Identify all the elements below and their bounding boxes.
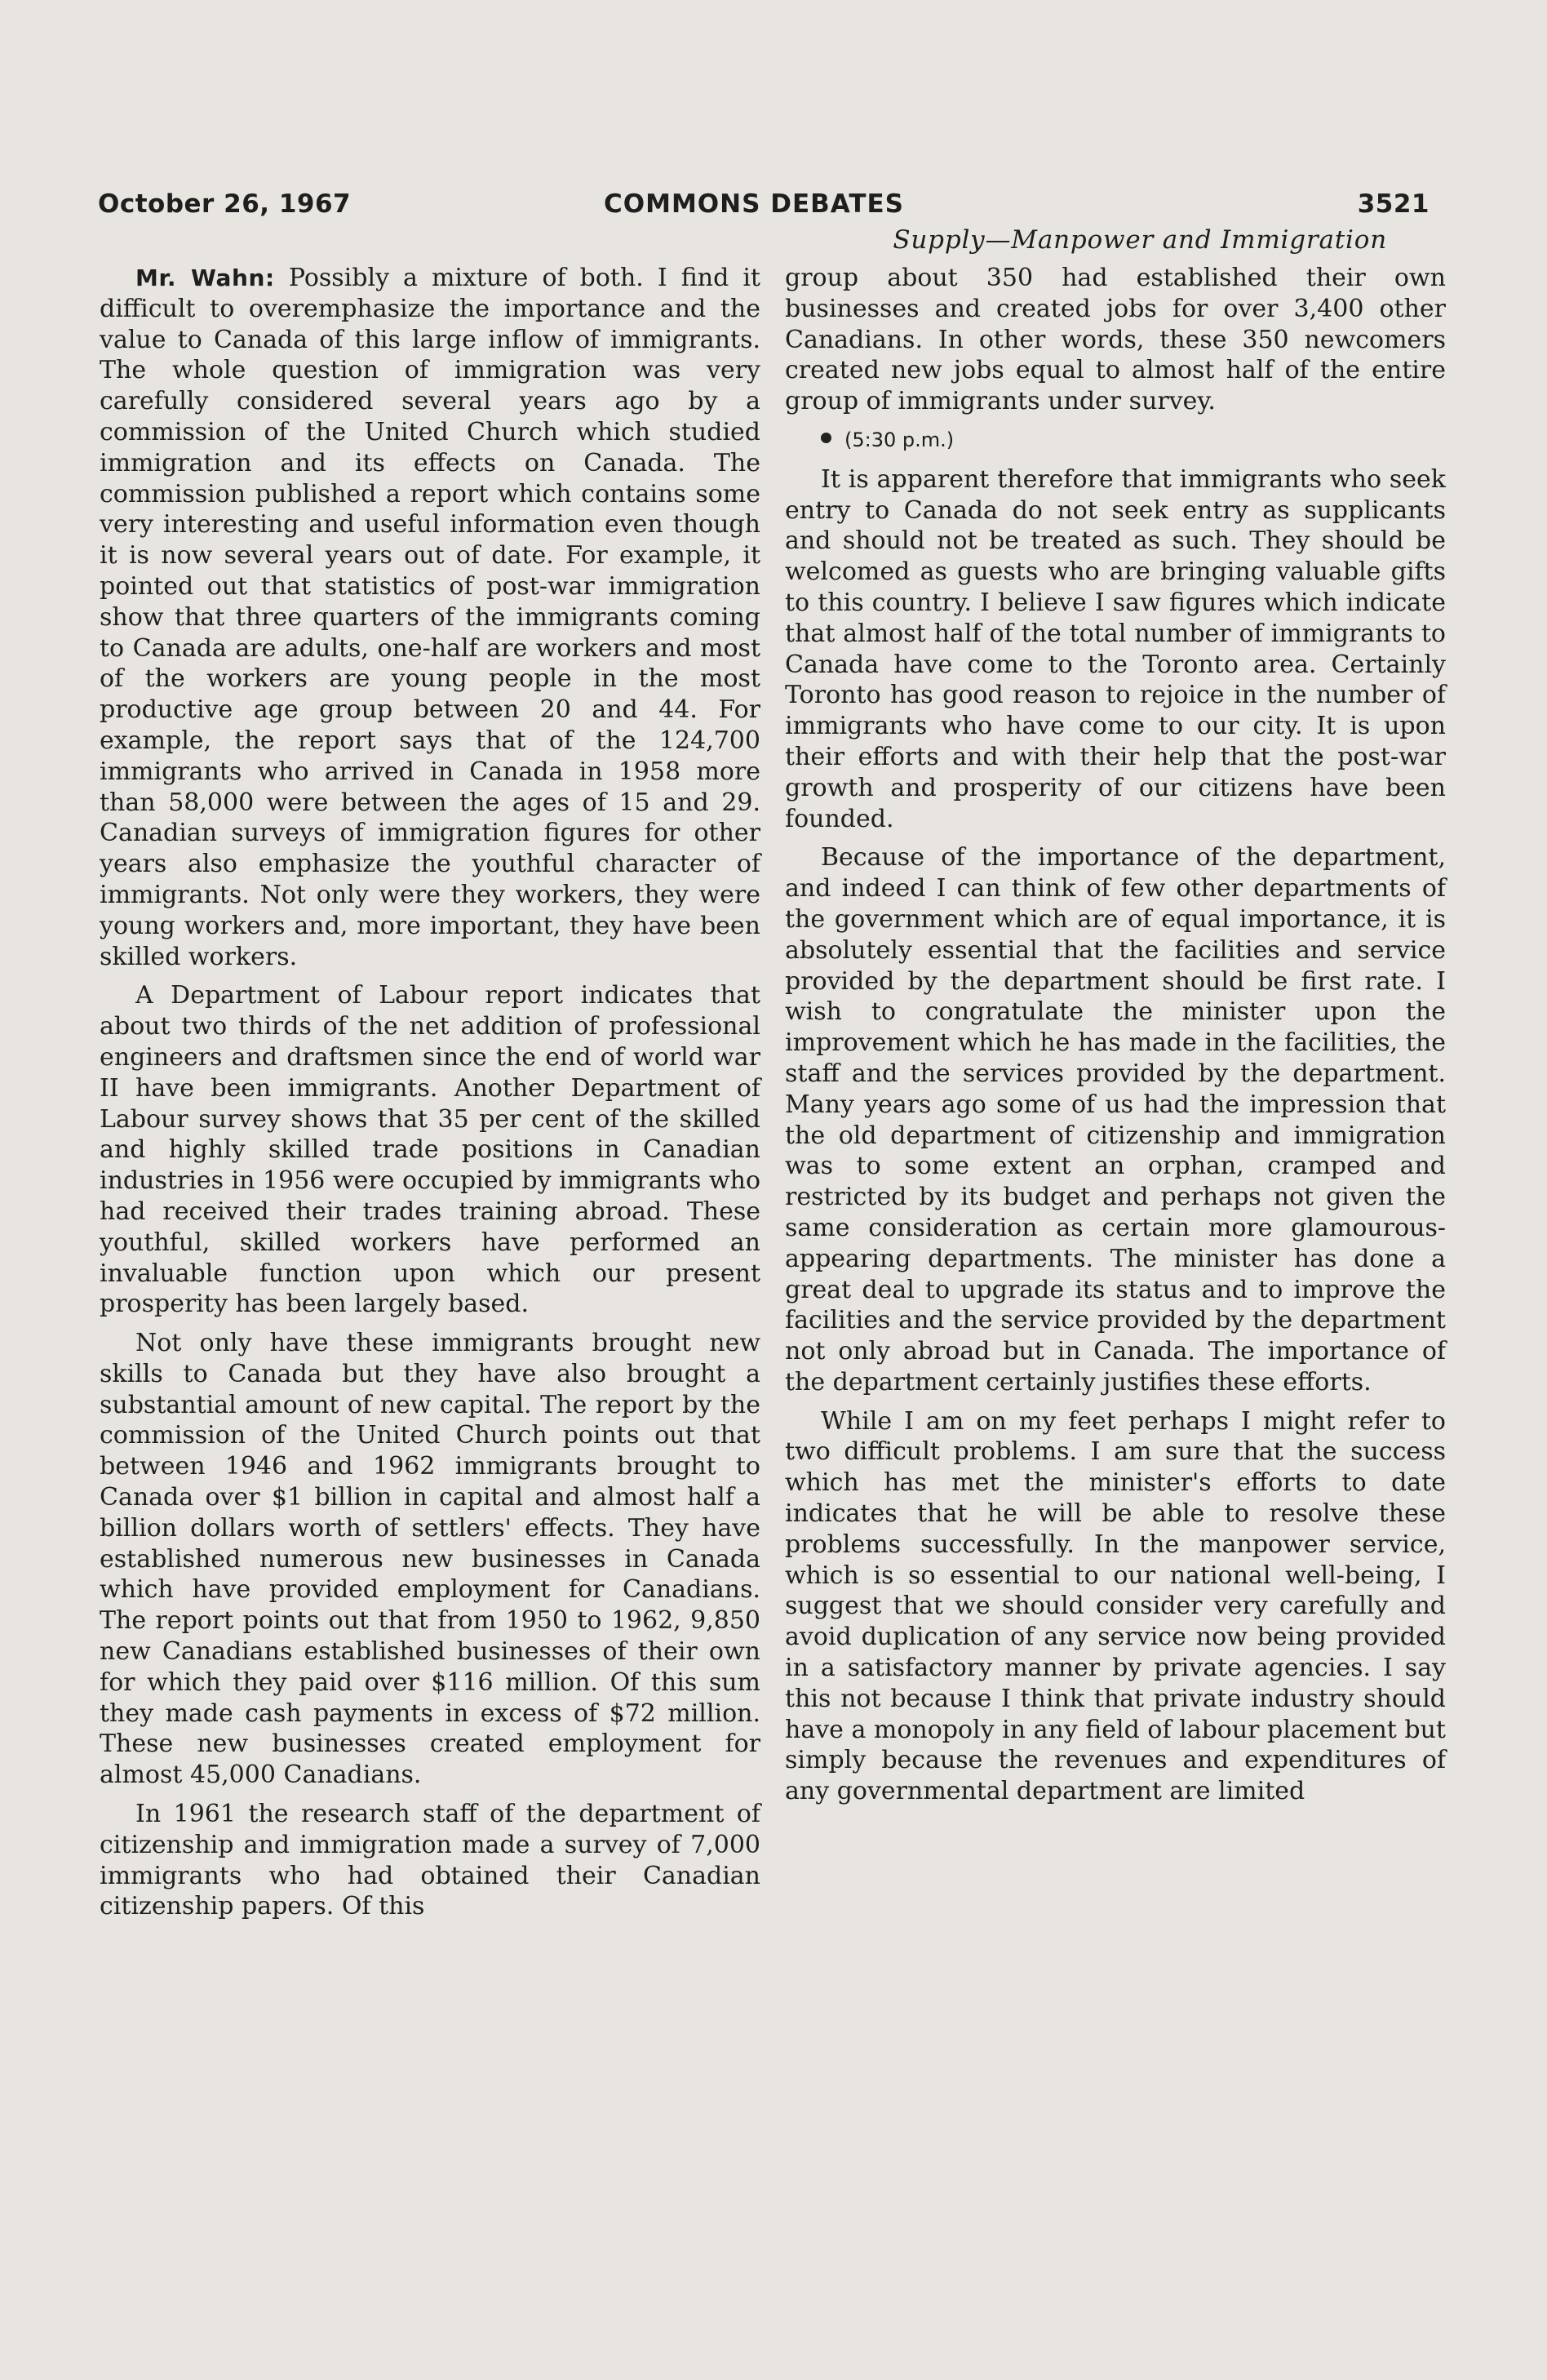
header-page-number: 3521 [1357, 189, 1430, 219]
paragraph: While I am on my feet perhaps I might refer to two difficult problems. I am sure that the success which has met the minister's efforts to date indicates that he will be able to resolve these problems successfully. In the manpower service, which is so essential to our national well-being, I suggest that we should consider very carefully and avoid duplication of any service now being provided in a satisfactory manner by private agencies. I say this not because I think that private industry should have a monopoly in any field of labour placement but simply because the revenues and expenditures of any governmental department are limited [785, 1406, 1446, 1806]
speaker-name: Mr. Wahn: [135, 264, 275, 291]
paragraph: group about 350 had established their own businesses and created jobs for over 3,400 other Canadians. In other words, these 350 newcomers created new jobs equal to almost half of the entire group of immigrants under survey. [785, 264, 1446, 416]
header-title: COMMONS DEBATES [604, 189, 904, 219]
left-column [100, 263, 760, 1930]
header-date: October 26, 1967 [98, 189, 352, 219]
bullet-icon [821, 433, 831, 443]
paragraph [100, 263, 760, 972]
timestamp [785, 425, 1446, 456]
right-column [785, 263, 1446, 1815]
paragraph: Not only have these immigrants brought new skills to Canada but they have also brought a substantial amount of new capital. The report by the commission of the United Church points out that between 1946 and 1962 immigrants brought to Canada over $1 billion in capital and almost half a billion dollars worth of settlers' effects. They have established numerous new businesses in Canada which have provided employment for Canadians. The report points out that from 1950 to 1962, 9,850 new Canadians established businesses of their own for which they paid over $116 million. Of this sum they made cash payments in excess of $72 million. These new businesses created employment for almost 45,000 Canadians. [100, 1329, 760, 1790]
paragraph: It is apparent therefore that immigrants who seek entry to Canada do not seek entry as supplicants and should not be treated as such. They should be welcomed as guests who are bringing valuable gifts to this country. I believe I saw figures which indicate that almost half of the total number of immigrants to Canada have come to the Toronto area. Certainly Toronto has good reason to rejoice in the number of immigrants who have come to our city. It is upon their efforts and with their help that the post-war growth and prosperity of our citizens have been founded. [785, 464, 1446, 833]
paragraph: Because of the importance of the department, and indeed I can think of few other departments of the government which are of equal importance, it is absolutely essential that the facilities and service provided by the department should be first rate. I wish to congratulate the minister upon the improvement which he has made in the facilities, the staff and the services provided by the department. Many years ago some of us had the impression that the old department of citizenship and immigration was to some extent an orphan, cramped and restricted by its budget and perhaps not given the same consideration as certain more glamourous-appearing departments. The minister has done a great deal to upgrade its status and to improve the facilities and the service provided by the department not only abroad but in Canada. The importance of the department certainly justifies these efforts. [785, 843, 1446, 1396]
page-header [98, 189, 1430, 230]
section-subheading: Supply—Manpower and Immigration [893, 225, 1387, 255]
paragraph: In 1961 the research staff of the department of citizenship and immigration made a survey of 7,000 immigrants who had obtained their Canadian citizenship papers. Of this [100, 1800, 760, 1921]
paragraph: A Department of Labour report indicates that about two thirds of the net addition of professional engineers and draftsmen since the end of world war II have been immigrants. Another Department of Labour survey shows that 35 per cent of the skilled and highly skilled trade positions in Canadian industries in 1956 were occupied by immigrants who had received their trades training abroad. These youthful, skilled workers have performed an invaluable function upon which our present prosperity has been largely based. [100, 981, 760, 1319]
timestamp-text: (5:30 p.m.) [844, 428, 955, 451]
paragraph-text: Possibly a mixture of both. I find it difficult to overemphasize the importance and the value to Canada of this large inflow of immigrants. The whole question of immigration was very carefully considered several years ago by a commission of the United Church which studied immigration and its effects on Canada. The commission published a report which contains some very interesting and useful information even though it is now several years out of date. For example, it pointed out that statistics of post-war immigration show that three quarters of the immigrants coming to Canada are adults, one-half are workers and most of the workers are young people in the most productive age group between 20 and 44. For example, the report says that of the 124,700 immigrants who arrived in Canada in 1958 more than 58,000 were between the ages of 15 and 29. Canadian surveys of immigration figures for other years also emphasize the youthful character of immigrants. Not only were they workers, they were young workers and, more important, they have been skilled workers. [100, 264, 760, 971]
